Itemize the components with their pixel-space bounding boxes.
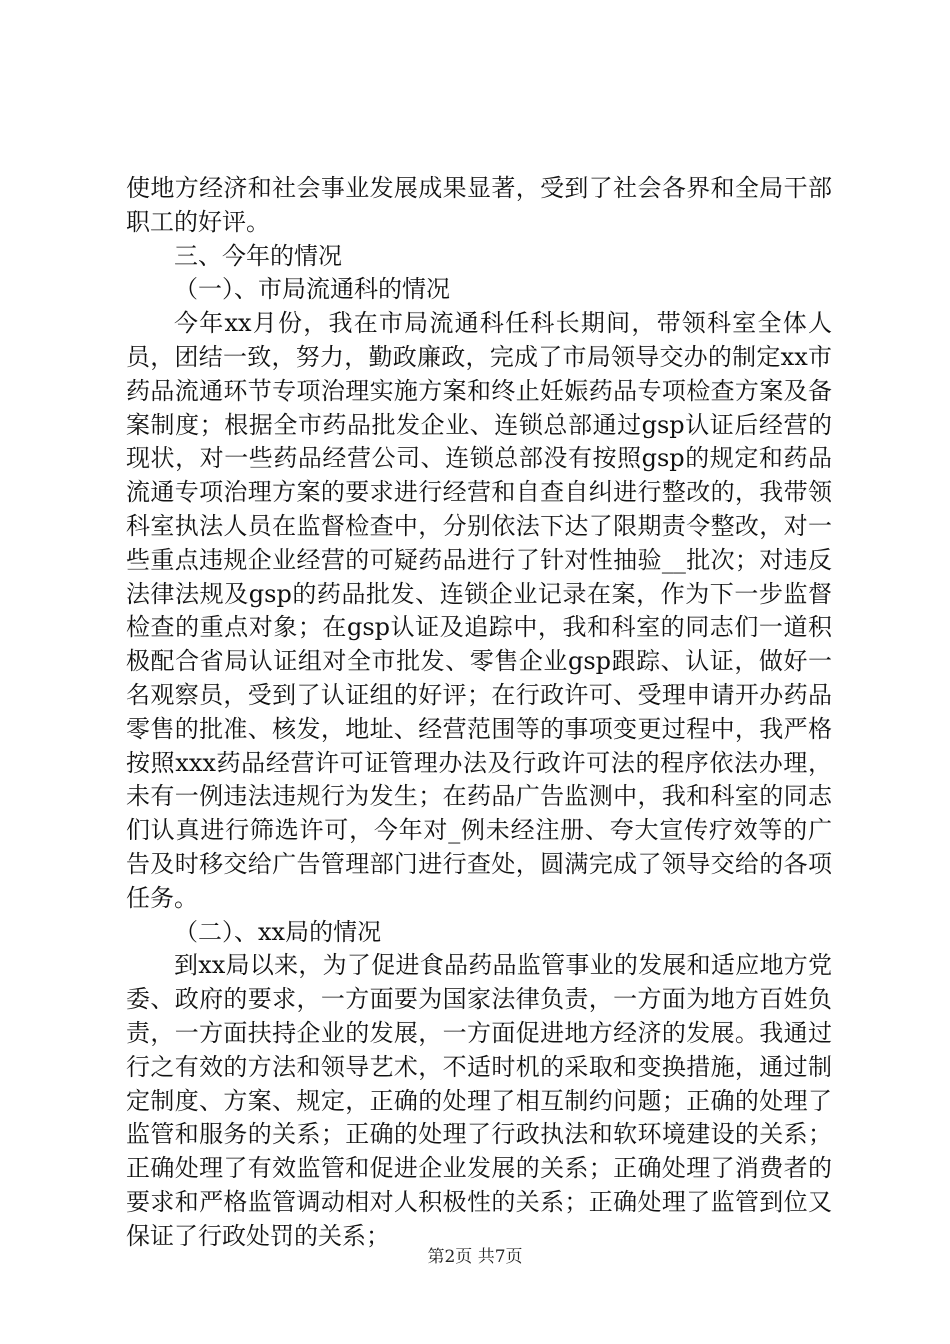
document-body — [126, 172, 832, 1254]
page-footer: 第2页 共7页 — [427, 1247, 523, 1267]
subsection-heading-one: （一）、市局流通科的情况 — [174, 275, 450, 304]
section-heading-three: 三、今年的情况 — [174, 241, 342, 270]
paragraph-continuation: 使地方经济和社会事业发展成果显著，受到了社会各界和全局干部职工的好评。 — [126, 174, 832, 236]
subsection-heading-two: （二）、xx局的情况 — [174, 917, 382, 946]
paragraph-bureau-section: 到xx局以来，为了促进食品药品监管事业的发展和适应地方党委、政府的要求，一方面要为国家法律负责，一方面为地方百姓负责，一方面扶持企业的发展，一方面促进地方经济的发展。我通过行之有效的方法和领导艺术，不适时机的采取和变换措施，通过制定制度、方案、规定，正确的处理了相互制约问题；正确的处理了监管和服务的关系；正确的处理了行政执法和软环境建设的关系；正确处理了有效监管和促进企业发展的关系；正确处理了消费者的要求和严格监管调动相对人积极性的关系；正确处理了监管到位又保证了行政处罚的关系； — [126, 951, 832, 1250]
paragraph-circulation-section: 今年xx月份，我在市局流通科任科长期间，带领科室全体人员，团结一致，努力，勤政廉政，完成了市局领导交办的制定xx市药品流通环节专项治理实施方案和终止妊娠药品专项检查方案及备案制度；根据全市药品批发企业、连锁总部通过gsp认证后经营的现状，对一些药品经营公司、连锁总部没有按照gsp的规定和药品流通专项治理方案的要求进行经营和自查自纠进行整改的，我带领科室执法人员在监督检查中，分别依法下达了限期责令整改，对一些重点违规企业经营的可疑药品进行了针对性抽验__批次；对违反法律法规及gsp的药品批发、连锁企业记录在案，作为下一步监督检查的重点对象；在gsp认证及追踪中，我和科室的同志们一道积极配合省局认证组对全市批发、零售企业gsp跟踪、认证，做好一名观察员，受到了认证组的好评；在行政许可、受理申请开办药品零售的批准、核发，地址、经营范围等的事项变更过程中，我严格按照xxx药品经营许可证管理办法及行政许可法的程序依法办理，未有一例违法违规行为发生；在药品广告监测中，我和科室的同志们认真进行筛选许可，今年对_例未经注册、夸大宣传疗效等的广告及时移交给广告管理部门进行查处，圆满完成了领导交给的各项任务。 — [126, 309, 832, 912]
